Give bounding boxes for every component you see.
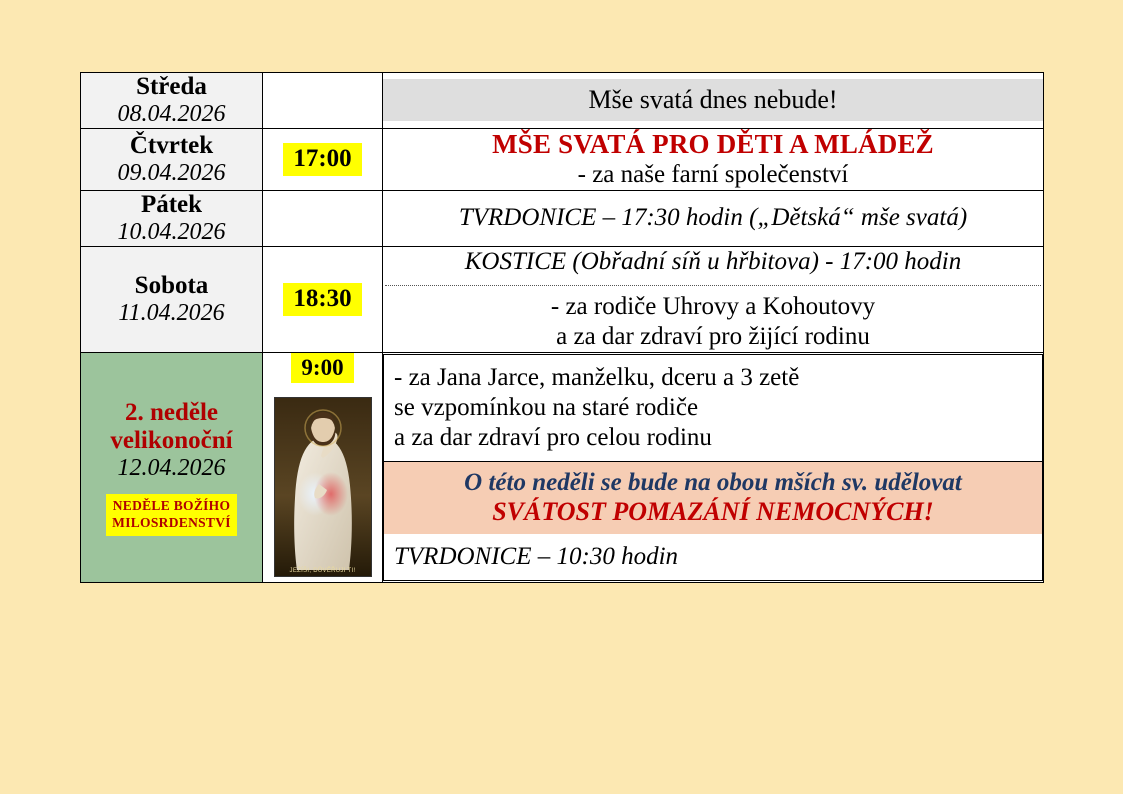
mass-schedule-table xyxy=(80,72,1044,583)
mass-intention-line2: a za dar zdraví pro žijící rodinu xyxy=(556,322,870,350)
table-row xyxy=(81,246,1044,352)
time-cell-thursday xyxy=(263,128,383,190)
dotted-divider xyxy=(385,285,1041,286)
content-cell-saturday xyxy=(383,246,1044,352)
day-name: Čtvrtek xyxy=(129,131,214,159)
mass-intention-line1: - za rodiče Uhrovy a Kohoutovy xyxy=(550,292,876,320)
mass-intention-line1: - za Jana Jarce, manželku, dceru a 3 zetě xyxy=(394,363,800,391)
mass-intention-line3: a za dar zdraví pro celou rodinu xyxy=(394,423,712,451)
day-cell-thursday xyxy=(81,128,263,190)
day-name: Pátek xyxy=(140,190,203,218)
day-cell-saturday xyxy=(81,246,263,352)
time-badge: 17:00 xyxy=(283,143,361,176)
day-date: 10.04.2026 xyxy=(117,218,226,245)
mass-intention-line2: se vzpomínkou na staré rodiče xyxy=(394,393,699,421)
time-cell-wednesday xyxy=(263,73,383,129)
notice-banner: Mše svatá dnes nebude! xyxy=(383,79,1043,121)
day-cell-wednesday xyxy=(81,73,263,129)
sacrament-row xyxy=(384,461,1043,580)
day-name-line2: velikonoční xyxy=(110,427,233,455)
day-date: 12.04.2026 xyxy=(117,455,226,482)
content-cell-sunday xyxy=(383,352,1044,582)
day-cell-sunday xyxy=(81,352,263,582)
sunday-intentions-row xyxy=(384,354,1043,461)
table-row xyxy=(81,352,1044,582)
day-date: 11.04.2026 xyxy=(118,299,225,326)
day-name-line1: 2. neděle xyxy=(124,399,219,427)
other-parish-note: TVRDONICE – 10:30 hodin xyxy=(394,543,679,571)
sacrament-line2: SVÁTOST POMAZÁNÍ NEMOCNÝCH! xyxy=(492,497,934,527)
other-parish-cell xyxy=(384,534,1042,580)
mass-place: KOSTICE (Obřadní síň u hřbitova) - 17:00 hodin xyxy=(464,247,962,275)
image-caption: JEŽÍŠI, DŮVĚŘUJI TI! xyxy=(289,568,356,575)
time-cell-saturday xyxy=(263,246,383,352)
sunday-subtable xyxy=(383,354,1043,581)
mass-intention: - za naše farní společenství xyxy=(577,160,849,188)
day-date: 08.04.2026 xyxy=(117,101,226,127)
sunday-intentions-cell xyxy=(384,354,1043,461)
sacrament-notice xyxy=(384,462,1042,534)
sacrament-line1: O této neděli se bude na obou mších sv. udělovat xyxy=(464,468,962,496)
time-badge: 9:00 xyxy=(291,353,353,383)
table-row xyxy=(81,73,1044,129)
content-cell-friday xyxy=(383,190,1044,246)
day-date: 09.04.2026 xyxy=(117,159,226,186)
content-cell-wednesday xyxy=(383,73,1044,129)
divine-mercy-image xyxy=(274,397,372,577)
time-cell-friday xyxy=(263,190,383,246)
time-badge: 18:30 xyxy=(283,283,361,316)
day-name: Středa xyxy=(136,73,207,100)
sacrament-cell xyxy=(384,461,1043,580)
divine-mercy-badge xyxy=(106,494,237,536)
mass-title: MŠE SVATÁ PRO DĚTI A MLÁDEŽ xyxy=(492,128,934,159)
content-cell-thursday xyxy=(383,128,1044,190)
table-row xyxy=(81,190,1044,246)
day-cell-friday xyxy=(81,190,263,246)
table-row xyxy=(81,128,1044,190)
time-cell-sunday xyxy=(263,352,383,582)
other-parish-note: TVRDONICE – 17:30 hodin („Dětská“ mše svatá) xyxy=(458,204,968,232)
badge-line1: NEDĚLE BOŽÍHO xyxy=(112,498,231,514)
badge-line2: MILOSRDENSTVÍ xyxy=(112,514,231,530)
day-name: Sobota xyxy=(134,271,209,299)
